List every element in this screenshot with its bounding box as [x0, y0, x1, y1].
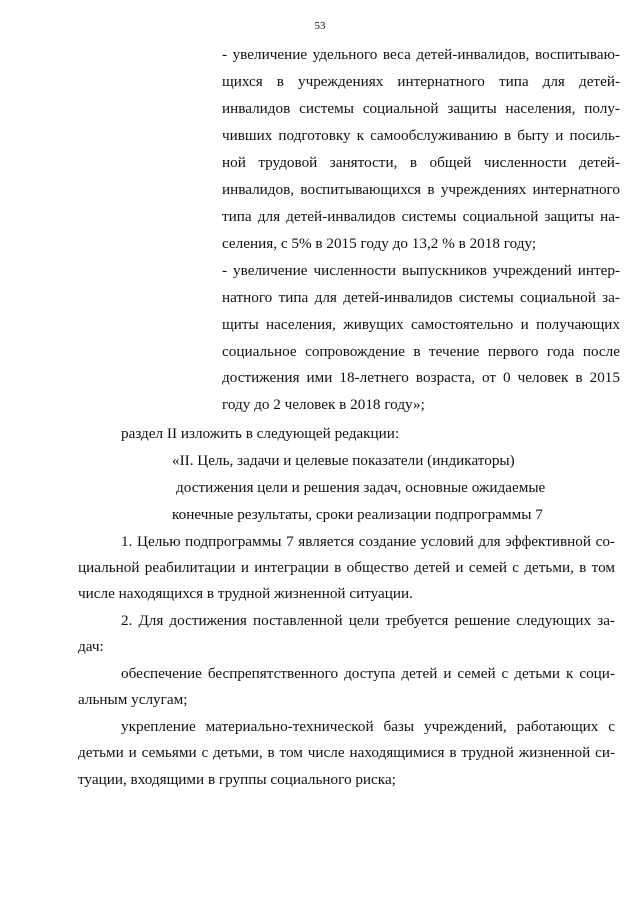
section-heading-line: конечные результаты, сроки реализации подпрограммы 7	[172, 506, 543, 523]
page-number: 53	[314, 20, 326, 32]
list-item-1-line: - увеличение удельного веса детей-инвалидов, воспитываю-	[222, 46, 620, 63]
section-heading-line: «II. Цель, задачи и целевые показатели (индикаторы)	[172, 452, 515, 469]
paragraph-1-line: числе находящихся в трудной жизненной ситуации.	[78, 585, 413, 602]
list-item-1-line: щихся в учреждениях интернатного типа для детей-	[222, 73, 620, 90]
list-item-1-line: чивших подготовку к самообслуживанию в быту и посиль-	[222, 127, 620, 144]
paragraph-2-line: 2. Для достижения поставленной цели требуется решение следующих за-	[121, 612, 615, 629]
list-item-1-line: ной трудовой занятости, в общей численности детей-	[222, 154, 620, 171]
paragraph-1-line: циальной реабилитации и интеграции в общество детей и семей с детьми, в том	[78, 559, 615, 576]
paragraph-1-line: 1. Целью подпрограммы 7 является создание условий для эффективной со-	[121, 533, 615, 550]
list-item-1-line: инвалидов системы социальной защиты населения, полу-	[222, 100, 620, 117]
list-item-2-line: достижения ими 18-летнего возраста, от 0 человек в 2015	[222, 369, 620, 386]
list-item-1-line: инвалидов, воспитывающихся в учреждениях интернатного	[222, 181, 620, 198]
list-item-2-line: году до 2 человек в 2018 году»;	[222, 396, 425, 413]
list-item-1-line: селения, с 5% в 2015 году до 13,2 % в 2018 году;	[222, 235, 537, 252]
list-item-2-line: щиты населения, живущих самостоятельно и получающих	[222, 316, 620, 333]
paragraph-2-line: дач:	[78, 638, 104, 655]
task-2-line: укрепление материально-технической базы учреждений, работающих с	[121, 718, 615, 735]
list-item-2-line: - увеличение численности выпускников учреждений интер-	[222, 262, 620, 279]
list-item-2-line: социальное сопровождение в течение первого года после	[222, 343, 620, 360]
list-item-1-line: типа для детей-инвалидов системы социальной защиты на-	[222, 208, 620, 225]
task-2-line: туации, входящими в группы социального риска;	[78, 771, 396, 788]
task-2-line: детьми и семьями с детьми, в том числе находящимися в трудной жизненной си-	[78, 744, 615, 761]
task-1-line: обеспечение беспрепятственного доступа детей и семей с детьми к соци-	[121, 665, 615, 682]
section-heading-line: достижения цели и решения задач, основные ожидаемые	[176, 479, 546, 496]
instruction-text: раздел II изложить в следующей редакции:	[121, 425, 400, 442]
task-1-line: альным услугам;	[78, 691, 188, 708]
list-item-2-line: натного типа для детей-инвалидов системы социальной за-	[222, 289, 620, 306]
